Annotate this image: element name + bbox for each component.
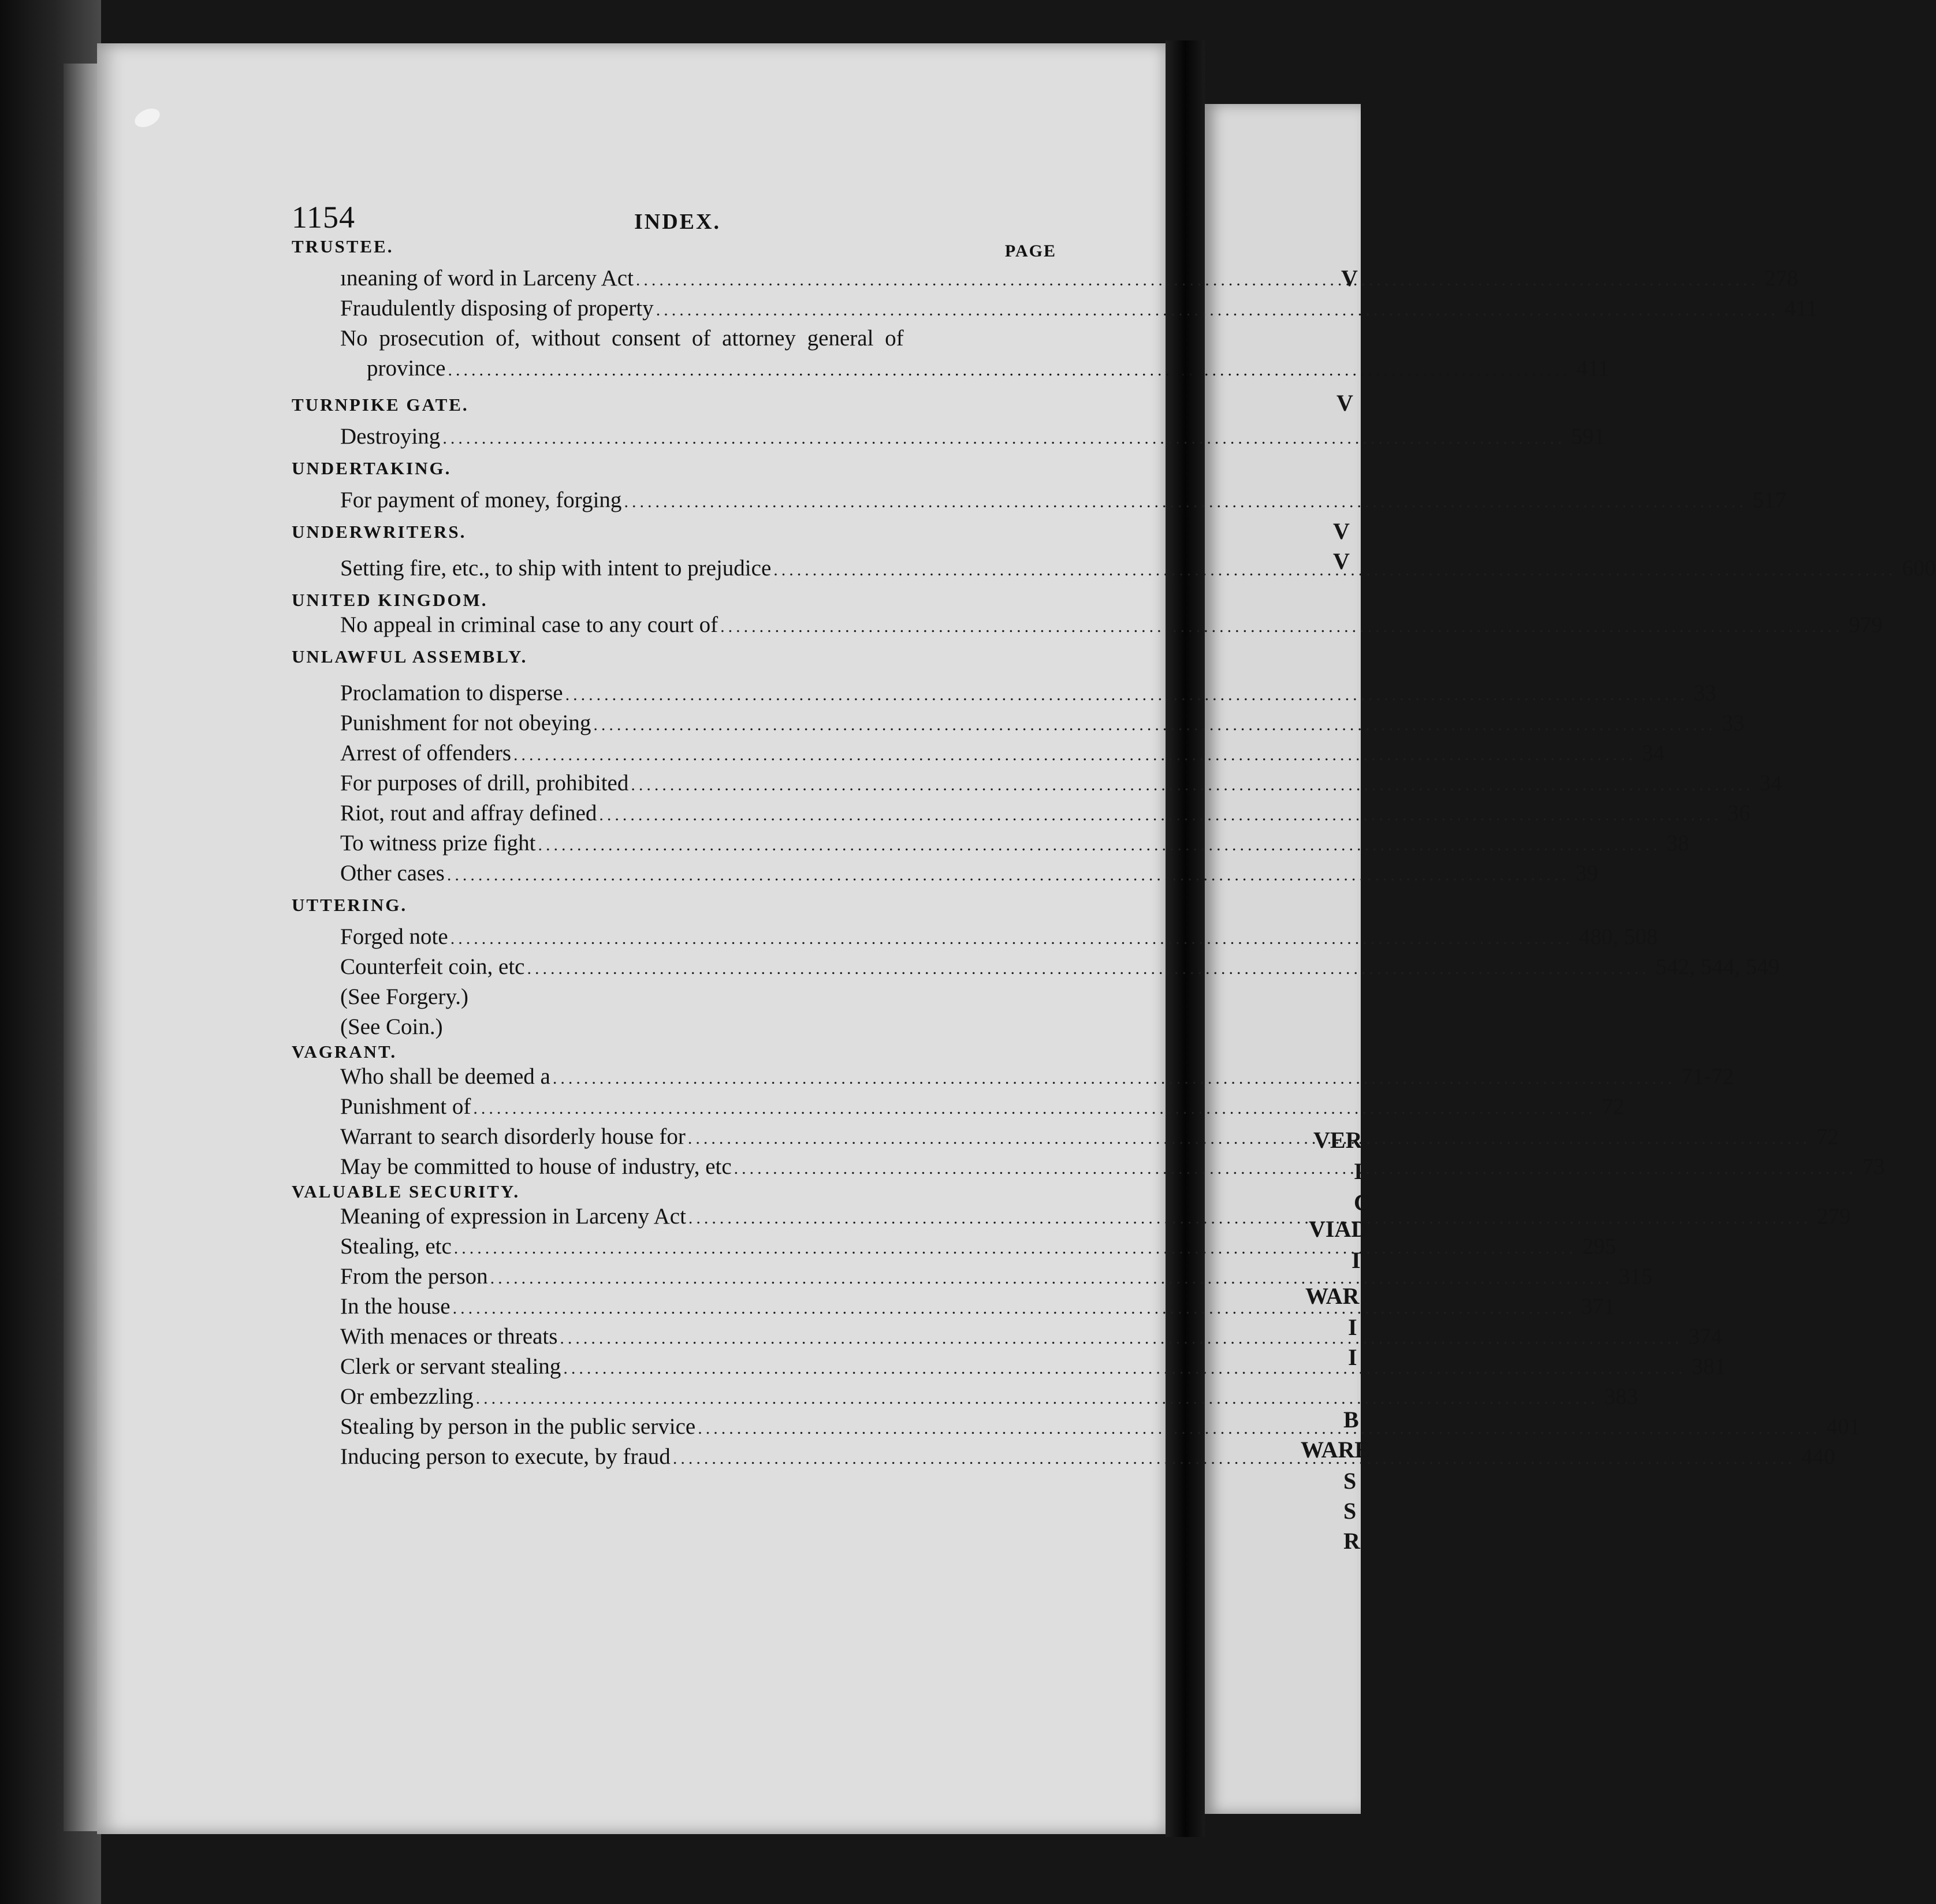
- entry-text-continued: province: [367, 356, 446, 381]
- index-entry: [292, 828, 1689, 858]
- entry-page: 279: [1816, 1204, 1851, 1229]
- leader-dots: [656, 295, 1779, 325]
- leader-dots: [553, 1063, 1676, 1094]
- index-entry: [292, 1352, 1726, 1382]
- entry-text: Riot, rout and affray defined: [340, 801, 597, 825]
- leader-dots: [442, 423, 1565, 453]
- leader-dots: [631, 770, 1753, 800]
- leader-dots: [476, 1384, 1599, 1414]
- cross-reference: (See Coin.): [340, 1014, 443, 1039]
- leader-dots: [447, 860, 1570, 890]
- leader-dots: [451, 924, 1573, 954]
- index-entry: [292, 1322, 1722, 1352]
- index-entry: [292, 768, 1782, 798]
- facing-fragment: V: [1336, 390, 1353, 416]
- page-column-label: PAGE: [1004, 241, 1056, 261]
- entry-text: From the person: [340, 1264, 488, 1289]
- index-heading: UNDERWRITERS.: [292, 522, 467, 542]
- entry-text: Clerk or servant stealing: [340, 1354, 561, 1379]
- index-entry: [292, 952, 1779, 982]
- facing-fragment: I: [1348, 1344, 1357, 1370]
- facing-fragment: S: [1343, 1468, 1357, 1494]
- entry-page: 979: [1849, 612, 1883, 637]
- facing-fragment: V: [1341, 265, 1358, 291]
- facing-fragment: C: [1354, 1189, 1371, 1215]
- index-heading: UTTERING.: [292, 895, 408, 915]
- index-entry: [292, 858, 1598, 888]
- index-heading: UNLAWFUL ASSEMBLY.: [292, 646, 528, 667]
- entry-text: Who shall be deemed a: [340, 1064, 550, 1089]
- entry-page: 36: [1727, 801, 1751, 825]
- index-heading: TRUSTEE.: [292, 236, 394, 256]
- index-heading: VALUABLE SECURITY.: [292, 1181, 520, 1202]
- entry-text: Setting fire, etc., to ship with intent to prejudice: [340, 556, 772, 581]
- entry-page: 295: [1582, 1234, 1617, 1259]
- entry-page: 383: [1604, 1384, 1639, 1409]
- entry-text: Proclamation to disperse: [340, 680, 563, 705]
- leader-dots: [538, 830, 1661, 860]
- index-entry: [292, 1092, 1625, 1122]
- entry-text: With menaces or threats: [340, 1324, 558, 1349]
- entry-page: 440: [1801, 1444, 1836, 1469]
- entry-page: 480, 508: [1578, 924, 1658, 949]
- facing-fragment: R: [1343, 1528, 1360, 1554]
- index-heading: UNDERTAKING.: [292, 458, 452, 478]
- index-entry: [292, 738, 1665, 768]
- entry-page: 401: [1826, 1414, 1860, 1439]
- facing-fragment: I: [1348, 1314, 1357, 1340]
- index-entry: [292, 1262, 1653, 1292]
- entry-text: For payment of money, forging: [340, 488, 622, 512]
- index-entry: [292, 553, 1936, 583]
- facing-fragment: VIAD: [1309, 1216, 1368, 1242]
- leader-dots: [490, 1263, 1613, 1293]
- leader-dots: [560, 1323, 1682, 1353]
- facing-fragment: V: [1333, 518, 1350, 544]
- index-entry: [292, 798, 1751, 828]
- entry-page: 73: [1862, 1154, 1885, 1179]
- leader-dots: [698, 1414, 1820, 1444]
- entry-page: 72: [1602, 1094, 1625, 1119]
- index-entry: [292, 678, 1717, 708]
- entry-text: Destroying: [340, 424, 441, 449]
- entry-text: Punishment of: [340, 1094, 471, 1119]
- facing-fragment: V: [1333, 548, 1350, 574]
- entry-page: 371: [1581, 1294, 1615, 1319]
- index-heading: TURNPIKE GATE.: [292, 395, 469, 415]
- entry-text: No appeal in criminal case to any court of: [340, 612, 718, 637]
- index-entry: [292, 422, 1605, 452]
- entry-text: Punishment for not obeying: [340, 711, 591, 735]
- entry-text: Forged note: [340, 924, 448, 949]
- entry-text: To witness prize fight: [340, 831, 536, 856]
- entry-text: Warrant to search disorderly house for: [340, 1124, 686, 1149]
- entry-page: 411: [1576, 356, 1610, 381]
- leader-dots: [599, 800, 1722, 830]
- entry-page: 278: [1764, 266, 1799, 291]
- facing-fragment: VER: [1313, 1127, 1362, 1153]
- entry-page: 517: [1752, 488, 1786, 512]
- running-head: INDEX.: [634, 210, 721, 234]
- index-entry: [292, 323, 1610, 384]
- leader-dots: [454, 1233, 1577, 1263]
- facing-fragment: B: [1343, 1407, 1359, 1433]
- entry-text: Or embezzling: [340, 1384, 474, 1409]
- facing-fragment: I: [1352, 1247, 1361, 1273]
- entry-page: 542, 544, 549: [1655, 954, 1779, 979]
- entry-text: In the house: [340, 1294, 451, 1319]
- entry-text: Other cases: [340, 861, 445, 886]
- cross-reference: (See Forgery.): [340, 984, 469, 1009]
- leader-dots: [673, 1444, 1796, 1474]
- page-number: 1154: [292, 200, 355, 235]
- index-entry: [292, 708, 1745, 738]
- index-entry: [292, 293, 1818, 323]
- entry-text: No prosecution of, without consent of attorney general of: [340, 326, 904, 351]
- index-entry: [292, 1382, 1639, 1412]
- entry-text: Meaning of expression in Larceny Act: [340, 1204, 686, 1229]
- leader-dots: [563, 1353, 1686, 1384]
- leader-dots: [513, 740, 1636, 770]
- leader-dots: [473, 1094, 1596, 1124]
- entry-page: 411: [1784, 296, 1818, 321]
- entry-text: ıneaning of word in Larceny Act: [340, 266, 634, 291]
- entry-page: 381: [1692, 1354, 1726, 1379]
- leader-dots: [527, 954, 1650, 984]
- leader-dots: [688, 1203, 1811, 1233]
- index-entry: [292, 1232, 1617, 1262]
- entry-text: May be committed to house of industry, etc: [340, 1154, 732, 1179]
- index-entry: [292, 1062, 1734, 1092]
- facing-fragment: WAR: [1305, 1283, 1360, 1309]
- leader-dots: [773, 555, 1896, 585]
- leader-dots: [448, 355, 1570, 385]
- entry-text: Fraudulently disposing of property: [340, 296, 654, 321]
- entry-text: Arrest of offenders: [340, 741, 512, 765]
- index-heading: VAGRANT.: [292, 1042, 397, 1062]
- entry-page: 34: [1759, 771, 1782, 795]
- index-entry: [292, 610, 1883, 640]
- entry-page: 591: [1571, 424, 1605, 449]
- entry-text: Stealing, etc: [340, 1234, 452, 1259]
- leader-dots: [453, 1293, 1576, 1323]
- entry-page: 71-72: [1681, 1064, 1734, 1089]
- index-heading: UNITED KINGDOM.: [292, 590, 488, 610]
- leader-dots: [624, 487, 1747, 517]
- entry-page: 34: [1642, 741, 1665, 765]
- leader-dots: [688, 1124, 1811, 1154]
- entry-text: Counterfeit coin, etc: [340, 954, 525, 979]
- entry-page: 39: [1575, 861, 1598, 886]
- entry-page: 600: [1902, 556, 1936, 581]
- entry-page: 315: [1618, 1264, 1653, 1289]
- leader-dots: [593, 710, 1716, 740]
- leader-dots: [720, 612, 1843, 642]
- leader-dots: [734, 1154, 1857, 1184]
- entry-text: Inducing person to execute, by fraud: [340, 1444, 671, 1469]
- facing-fragment: WARE: [1301, 1437, 1371, 1463]
- entry-page: 38: [1666, 831, 1689, 856]
- leader-dots: [565, 680, 1688, 710]
- facing-fragment: I: [1354, 1158, 1363, 1184]
- index-entry: [292, 485, 1786, 515]
- facing-fragment: S: [1343, 1498, 1357, 1524]
- leader-dots: [636, 265, 1759, 295]
- entry-page: 374: [1688, 1324, 1722, 1349]
- entry-text: Stealing by person in the public service: [340, 1414, 696, 1439]
- entry-page: 72: [1816, 1124, 1839, 1149]
- entry-text: For purposes of drill, prohibited: [340, 771, 629, 795]
- index-entry: [292, 1152, 1885, 1182]
- entry-page: 33: [1722, 711, 1745, 735]
- index-entry: [292, 922, 1658, 952]
- index-entry: [292, 263, 1799, 293]
- index-entry: [292, 1412, 1860, 1442]
- entry-page: 33: [1693, 680, 1717, 705]
